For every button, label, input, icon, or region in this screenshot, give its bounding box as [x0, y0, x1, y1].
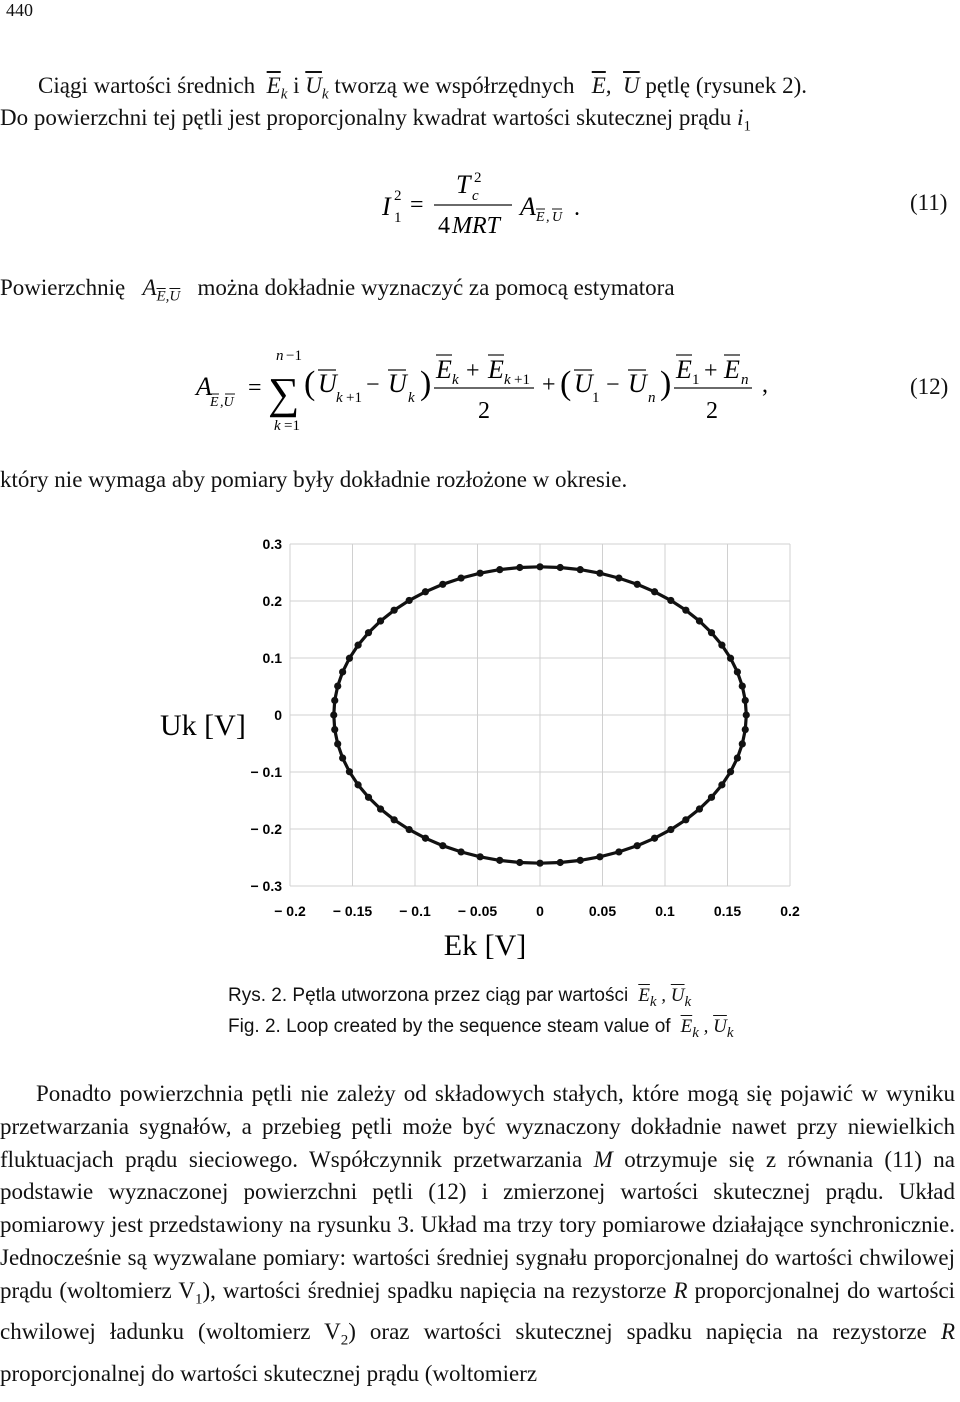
- svg-text:−1: −1: [286, 348, 302, 364]
- loop-point-29: [339, 668, 346, 675]
- svg-text:+1: +1: [514, 372, 530, 388]
- loop-point-62: [739, 740, 746, 747]
- loop-point-31: [331, 697, 338, 704]
- svg-text:,: ,: [762, 372, 768, 398]
- svg-text:): ): [420, 365, 432, 402]
- loop-point-56: [682, 816, 689, 823]
- loop-point-43: [439, 842, 446, 849]
- loop-point-18: [496, 566, 503, 573]
- loop-point-21: [439, 581, 446, 588]
- loop-point-58: [708, 794, 715, 801]
- svg-text:∑: ∑: [268, 369, 300, 418]
- caption-en-text: Fig. 2. Loop created by the sequence steam value of: [228, 1016, 671, 1037]
- loop-point-25: [377, 617, 384, 624]
- symbol-uk: $\overline{U}_k$: [305, 73, 329, 103]
- x-tick-label-3: − 0.05: [457, 903, 498, 919]
- loop-point-17: [516, 564, 523, 571]
- loop-point-49: [557, 859, 564, 866]
- loop-chart: [150, 530, 820, 970]
- loop-point-23: [406, 597, 413, 604]
- svg-text:(: (: [304, 365, 316, 402]
- body-paragraph: [0, 1078, 955, 1390]
- after-equation-text: który nie wymaga aby pomiary były dokładnie rozłożone w okresie.: [0, 467, 628, 492]
- y-tick-label-3: 0: [274, 707, 282, 723]
- loop-point-19: [477, 570, 484, 577]
- loop-point-4: [727, 655, 734, 662]
- loop-point-10: [651, 588, 658, 595]
- svg-text:k: k: [504, 372, 511, 388]
- svg-text:A: A: [196, 372, 212, 401]
- svg-text:U: U: [318, 369, 337, 398]
- svg-text:U: U: [552, 210, 563, 225]
- loop-point-45: [477, 853, 484, 860]
- svg-text:+1: +1: [346, 390, 362, 406]
- loop-point-11: [634, 581, 641, 588]
- svg-text:.: .: [574, 195, 580, 221]
- svg-text:U: U: [628, 369, 647, 398]
- loop-point-41: [406, 826, 413, 833]
- intro-text-line2: Do powierzchni tej pętli jest proporcjonalny kwadrat wartości skutecznej prądu: [0, 105, 732, 130]
- x-tick-label-1: − 0.15: [332, 903, 373, 919]
- loop-point-27: [355, 642, 362, 649]
- y-tick-label-5: − 0.2: [250, 821, 282, 837]
- intro-text-d: pętlę (rysunek 2).: [645, 73, 808, 98]
- loop-point-7: [696, 617, 703, 624]
- intro-text-b: i: [293, 73, 300, 98]
- svg-text:n: n: [648, 390, 656, 406]
- loop-point-51: [596, 853, 603, 860]
- svg-text:1: 1: [592, 390, 600, 406]
- loop-point-16: [536, 563, 543, 570]
- loop-point-40: [391, 816, 398, 823]
- loop-point-63: [742, 726, 749, 733]
- estimator-text-b: można dokładnie wyznaczyć za pomocą estymatora: [197, 275, 675, 300]
- figure-caption-en: [228, 1016, 734, 1042]
- loop-point-37: [355, 781, 362, 788]
- chart-x-label: Ek [V]: [443, 929, 527, 962]
- loop-point-60: [727, 768, 734, 775]
- svg-text:U: U: [574, 369, 593, 398]
- y-tick-label-0: 0.3: [262, 536, 282, 552]
- loop-point-42: [422, 835, 429, 842]
- svg-text:E: E: [676, 355, 692, 384]
- x-tick-label-6: 0.1: [655, 903, 675, 919]
- intro-text-c: tworzą we współrzędnych: [334, 73, 575, 98]
- loop-point-35: [339, 754, 346, 761]
- chart-y-ticks: [250, 536, 282, 894]
- loop-point-50: [577, 857, 584, 864]
- caption-pl-symbols: $\overline{E}_k$ , $\overline{U}_k$: [638, 985, 692, 1010]
- loop-point-0: [743, 711, 750, 718]
- svg-text:E: E: [536, 210, 545, 225]
- loop-point-14: [577, 566, 584, 573]
- svg-text:1: 1: [692, 372, 700, 388]
- svg-text:,U: ,U: [220, 395, 234, 410]
- svg-text:E: E: [488, 355, 504, 384]
- svg-text:n: n: [741, 372, 749, 388]
- svg-text:E: E: [436, 355, 452, 384]
- svg-text:E: E: [724, 355, 740, 384]
- loop-point-61: [734, 754, 741, 761]
- loop-point-2: [739, 682, 746, 689]
- loop-point-28: [346, 655, 353, 662]
- y-tick-label-2: 0.1: [262, 650, 282, 666]
- chart-x-ticks: [274, 903, 800, 919]
- svg-text:k: k: [336, 390, 343, 406]
- caption-en-symbols: $\overline{E}_k$ , $\overline{U}_k$: [680, 1016, 734, 1041]
- loop-point-54: [651, 835, 658, 842]
- intro-line-2: [0, 102, 751, 143]
- svg-text:A: A: [520, 192, 536, 221]
- svg-text:+: +: [704, 358, 718, 384]
- svg-text:=1: =1: [284, 418, 300, 434]
- caption-pl-text: Rys. 2. Pętla utworzona przez ciąg par wartości: [228, 985, 629, 1006]
- svg-text:+: +: [466, 358, 480, 384]
- equation-12-number: (12): [910, 374, 949, 399]
- svg-text:2: 2: [706, 398, 718, 424]
- svg-text:−: −: [606, 372, 620, 398]
- x-tick-label-7: 0.15: [713, 903, 742, 919]
- loop-point-47: [516, 859, 523, 866]
- loop-point-3: [734, 668, 741, 675]
- chart-grid: [290, 544, 790, 886]
- x-tick-label-8: 0.2: [780, 903, 800, 919]
- svg-text:=: =: [410, 192, 424, 218]
- svg-text:T: T: [456, 170, 471, 199]
- loop-point-59: [718, 781, 725, 788]
- svg-text:2: 2: [394, 188, 402, 204]
- svg-text:U: U: [388, 369, 407, 398]
- x-tick-label-4: 0: [536, 903, 544, 919]
- loop-point-20: [457, 574, 464, 581]
- x-tick-label-0: − 0.2: [274, 903, 306, 919]
- x-tick-label-2: − 0.1: [399, 903, 431, 919]
- y-tick-label-6: − 0.3: [250, 878, 282, 894]
- svg-text:2: 2: [474, 170, 482, 186]
- loop-point-8: [682, 607, 689, 614]
- loop-point-33: [331, 726, 338, 733]
- svg-text:−: −: [366, 372, 380, 398]
- loop-point-55: [667, 826, 674, 833]
- loop-point-39: [377, 805, 384, 812]
- estimator-text-a: Powierzchnię: [0, 275, 126, 300]
- x-tick-label-5: 0.05: [588, 903, 617, 919]
- svg-text:n: n: [276, 348, 284, 364]
- loop-point-5: [718, 642, 725, 649]
- svg-text:1: 1: [394, 210, 402, 226]
- svg-text:k: k: [452, 372, 459, 388]
- loop-point-48: [536, 860, 543, 867]
- loop-point-38: [365, 794, 372, 801]
- estimator-line: [0, 272, 675, 313]
- loop-point-13: [596, 570, 603, 577]
- figure-caption-pl: [228, 985, 691, 1011]
- symbol-eu: $\overline{E}$, $\overline{U}$: [591, 73, 640, 98]
- loop-point-30: [334, 682, 341, 689]
- equation-11: [370, 160, 600, 240]
- svg-text:MRT: MRT: [452, 213, 500, 239]
- svg-text:c: c: [472, 188, 479, 204]
- svg-text:): ): [660, 365, 672, 402]
- svg-text:,: ,: [546, 210, 550, 225]
- svg-text:(: (: [560, 365, 572, 402]
- svg-text:E: E: [210, 395, 219, 410]
- y-tick-label-1: 0.2: [262, 593, 282, 609]
- loop-point-44: [457, 848, 464, 855]
- symbol-i1: $i_1$: [737, 105, 751, 135]
- loop-point-12: [615, 574, 622, 581]
- svg-text:+: +: [542, 372, 556, 398]
- svg-text:4: 4: [438, 213, 450, 239]
- paragraph-1: Ponadto powierzchnia pętli nie zależy od składowych stałych, które mogą się pojawić w wyniku przetwarzania sygnałów, a przebieg pętli może być wyznaczony dokładnie nawet przy niewielkich fluktuacjach prądu sieciowego. Współczynnik przetwarzania M otrzymuje się z równania (11) na podstawie wyznaczonej powierzchni pętli (12) i zmierzonej wartości skutecznej prądu. Układ pomiarowy jest przedstawiony na rysunku 3. Układ ma trzy tory pomiarowe działające synchronicznie. Jednocześnie są wyzwalane pomiary: wartości średniej sygnału proporcjonalnej do wartości chwilowej prądu (woltomierz $V_1$), wartości średniej spadku napięcia na rezystorze R proporcjonalnej do wartości chwilowej ładunku (woltomierz $V_2$) oraz wartości skutecznej spadku napięcia na rezystorze R proporcjonalnej do wartości skutecznej prądu (woltomierz: [0, 1081, 956, 1386]
- loop-point-9: [667, 597, 674, 604]
- y-tick-label-4: − 0.1: [250, 764, 282, 780]
- loop-point-15: [557, 564, 564, 571]
- loop-point-46: [496, 857, 503, 864]
- equation-12: [190, 340, 790, 440]
- loop-point-32: [330, 711, 337, 718]
- svg-text:k: k: [274, 418, 281, 434]
- svg-text:k: k: [408, 390, 415, 406]
- loop-point-57: [696, 805, 703, 812]
- svg-text:2: 2: [478, 398, 490, 424]
- symbol-ek: $\overline{E}_k$: [266, 73, 288, 103]
- loop-point-22: [422, 588, 429, 595]
- loop-point-34: [334, 740, 341, 747]
- intro-text-a: Ciągi wartości średnich: [38, 73, 256, 98]
- loop-point-53: [634, 842, 641, 849]
- loop-point-24: [391, 607, 398, 614]
- chart-y-label: Uk [V]: [160, 709, 246, 742]
- symbol-aeu: $A_{\overline{E},\overline{U}}$: [130, 275, 181, 305]
- equation-11-number: (11): [910, 190, 948, 215]
- loop-point-52: [615, 848, 622, 855]
- svg-text:=: =: [248, 375, 262, 401]
- page-number: 440: [6, 0, 33, 20]
- loop-point-1: [742, 697, 749, 704]
- loop-point-36: [346, 768, 353, 775]
- svg-text:I: I: [382, 192, 391, 221]
- loop-point-6: [708, 629, 715, 636]
- loop-point-26: [365, 629, 372, 636]
